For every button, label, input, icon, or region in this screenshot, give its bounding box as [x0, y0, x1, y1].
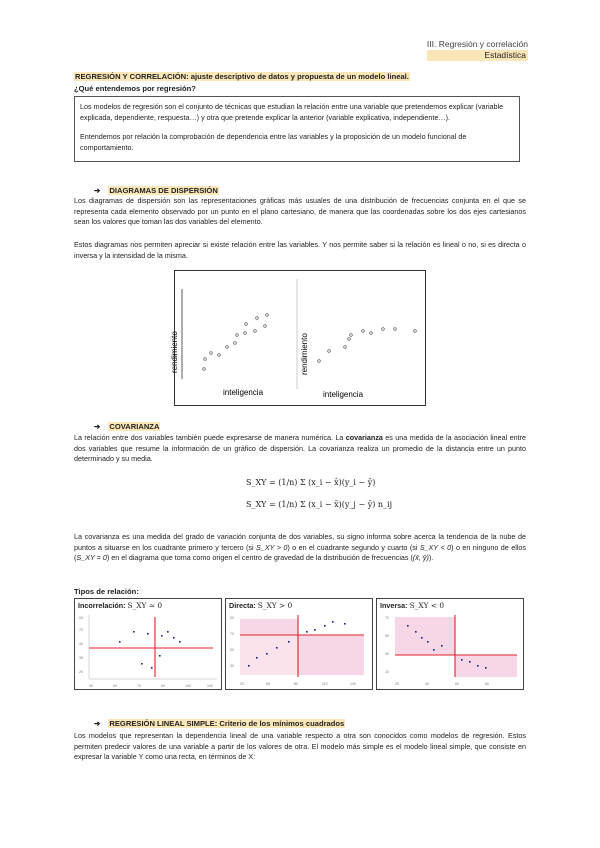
scatter-figure: [170, 270, 426, 406]
page-header: [427, 39, 528, 61]
text-span: ) en el diagrama que toma como origen el centro de gravedad de la distribución de frecuencias (: [106, 553, 413, 563]
svg-text:80: 80: [294, 682, 298, 686]
definition-box: [74, 96, 520, 162]
text-span: es una medida de la asociación lineal entre dos variables que resume la información de un gráfico de dispersión. La covarianza realiza un promedio de la distancia entre un punto determinado y su media.: [74, 433, 526, 464]
right-x-label: inteligencia: [323, 390, 364, 399]
left-y-label: rendimiento: [170, 331, 179, 373]
panel-condition: S_XY < 0: [409, 601, 445, 610]
svg-text:30: 30: [385, 652, 389, 656]
definition-paragraph-1: Los modelos de regresión son el conjunto de técnicas que estudian la relación entre una variable que pretendemos explicar (variable explicada, dependiente, respuesta…) y otra que pretende explicar la anterior (variable explicativa, independiente…).: [80, 102, 504, 122]
subject-label: Estadística: [427, 50, 528, 61]
text-span: La covarianza es una medida del grado de variación conjunta de dos variables, su signo informa sobre acerca la tendencia de la nube de puntos a situarse en los cuadrante primero y tercero (si: [74, 532, 526, 552]
section-heading-regresion: [94, 719, 345, 728]
panel-points: [119, 631, 181, 669]
panel-name: Directa:: [229, 601, 256, 610]
arrow-icon: ➔: [94, 719, 101, 728]
svg-text:30: 30: [230, 664, 234, 668]
panel-name: Incorrelación:: [78, 601, 126, 610]
section-heading-dispersion: [94, 186, 219, 195]
right-y-label: rendimiento: [300, 333, 309, 375]
chapter-label: III. Regresión y correlación: [426, 39, 528, 49]
panel-name: Inversa:: [380, 601, 408, 610]
panel-plot: [226, 611, 372, 689]
svg-text:30: 30: [89, 684, 93, 688]
arrow-icon: ➔: [94, 186, 101, 195]
svg-text:10: 10: [385, 670, 389, 674]
formula-covariance-simple: S_XY = (1/n) Σ (x_i − x̄)(y_i − ȳ): [246, 478, 376, 487]
svg-text:50: 50: [113, 684, 117, 688]
text-span: ) o en ninguno de ellos (: [74, 542, 526, 563]
math-inline: S_XY = 0: [76, 553, 107, 563]
right-scatter-points: [318, 328, 417, 363]
svg-text:70: 70: [137, 684, 141, 688]
svg-text:70: 70: [385, 616, 389, 620]
left-x-label: inteligencia: [223, 388, 264, 397]
arrow-icon: ➔: [94, 422, 101, 431]
question-heading: ¿Qué entendemos por regresión?: [74, 84, 196, 93]
svg-text:40: 40: [425, 682, 429, 686]
panel-header: [229, 601, 292, 610]
tipos-heading: Tipos de relación:: [74, 587, 139, 596]
panel-plot: [75, 611, 221, 689]
svg-text:00: 00: [79, 616, 83, 620]
panel-inversa: [376, 598, 524, 690]
covarianza-paragraph-2: [74, 532, 526, 564]
scatter-figure-graphic: [170, 271, 425, 405]
dispersion-paragraph-2: Estos diagramas nos permiten apreciar si existe relación entre las variables. Y nos permite saber si la relación es lineal o no, si es directa o inversa y la intensidad de la misma.: [74, 240, 526, 260]
bold-term: covarianza: [345, 433, 383, 442]
svg-text:70: 70: [230, 632, 234, 636]
panel-directa: [225, 598, 373, 690]
svg-text:00: 00: [230, 616, 234, 620]
panel-header: [380, 601, 444, 610]
text-span: ) o en el cuadrante segundo y cuarto (si: [287, 542, 420, 552]
math-inline: S_XY < 0: [419, 542, 452, 552]
math-inline: S_XY > 0: [256, 542, 288, 552]
svg-text:100: 100: [185, 684, 191, 688]
svg-text:20: 20: [240, 682, 244, 686]
formula-covariance-frequency: S_XY = (1/n) Σ (x_i − x̄)(y_j − ȳ) n_ij: [246, 500, 393, 509]
panel-header: [78, 601, 162, 610]
svg-text:50: 50: [385, 634, 389, 638]
text-span: ).: [428, 553, 434, 563]
regresion-paragraph-1: Los modelos que representan la dependencia lineal de una variable respecto a otra son conocidos como modelos de regresión. Estos permiten predecir valores de una variable a partir de los valores de otra. El modelo más simple es el modelo lineal simple, que consiste en expresar la variable Y como una recta, en términos de X:: [74, 731, 526, 762]
svg-text:20: 20: [395, 682, 399, 686]
panel-condition: S_XY > 0: [257, 601, 293, 610]
svg-text:60: 60: [455, 682, 459, 686]
svg-text:50: 50: [161, 684, 165, 688]
text-span: La relación entre dos variables también puede expresarse de manera numérica. La: [74, 433, 346, 442]
svg-text:40: 40: [79, 642, 83, 646]
panel-ticks: [79, 616, 213, 688]
svg-text:110: 110: [322, 682, 328, 686]
left-scatter-points: [203, 314, 269, 371]
svg-text:50: 50: [230, 648, 234, 652]
panel-condition: S_XY ≃ 0: [127, 601, 163, 610]
svg-text:140: 140: [350, 682, 356, 686]
section-title: DIAGRAMAS DE DISPERSIÓN: [109, 186, 218, 195]
section-title: REGRESIÓN LINEAL SIMPLE: Criterio de los mínimos cuadrados: [109, 719, 345, 728]
dispersion-paragraph-1: Los diagramas de dispersión son las representaciones gráficas más usuales de una distribución de frecuencias conjunta en el que se representa cada elemento observado por un punto en el plano cartesiano, de manera que las coordenadas sobre los dos ejes cartesianos sean los valores que toman las dos variables del elemento.: [74, 196, 526, 227]
svg-text:100: 100: [207, 684, 213, 688]
definition-paragraph-2: Entendemos por relación la comprobación de dependencia entre las variables y la proposición de un modelo funcional de comportamiento.: [80, 132, 467, 152]
section-title: COVARIANZA: [109, 422, 160, 431]
panel-incorrelacion: [74, 598, 222, 690]
svg-text:35: 35: [79, 656, 83, 660]
svg-text:50: 50: [266, 682, 270, 686]
svg-text:80: 80: [485, 682, 489, 686]
math-inline: (x̄, ȳ): [412, 553, 429, 563]
section-heading-covarianza: [94, 422, 160, 431]
svg-text:70: 70: [79, 628, 83, 632]
covarianza-paragraph-1: [74, 433, 526, 465]
svg-text:20: 20: [79, 670, 83, 674]
page-title: REGRESIÓN Y CORRELACIÓN: ajuste descriptivo de datos y propuesta de un modelo lineal.: [75, 72, 409, 81]
panel-plot: [377, 611, 523, 689]
